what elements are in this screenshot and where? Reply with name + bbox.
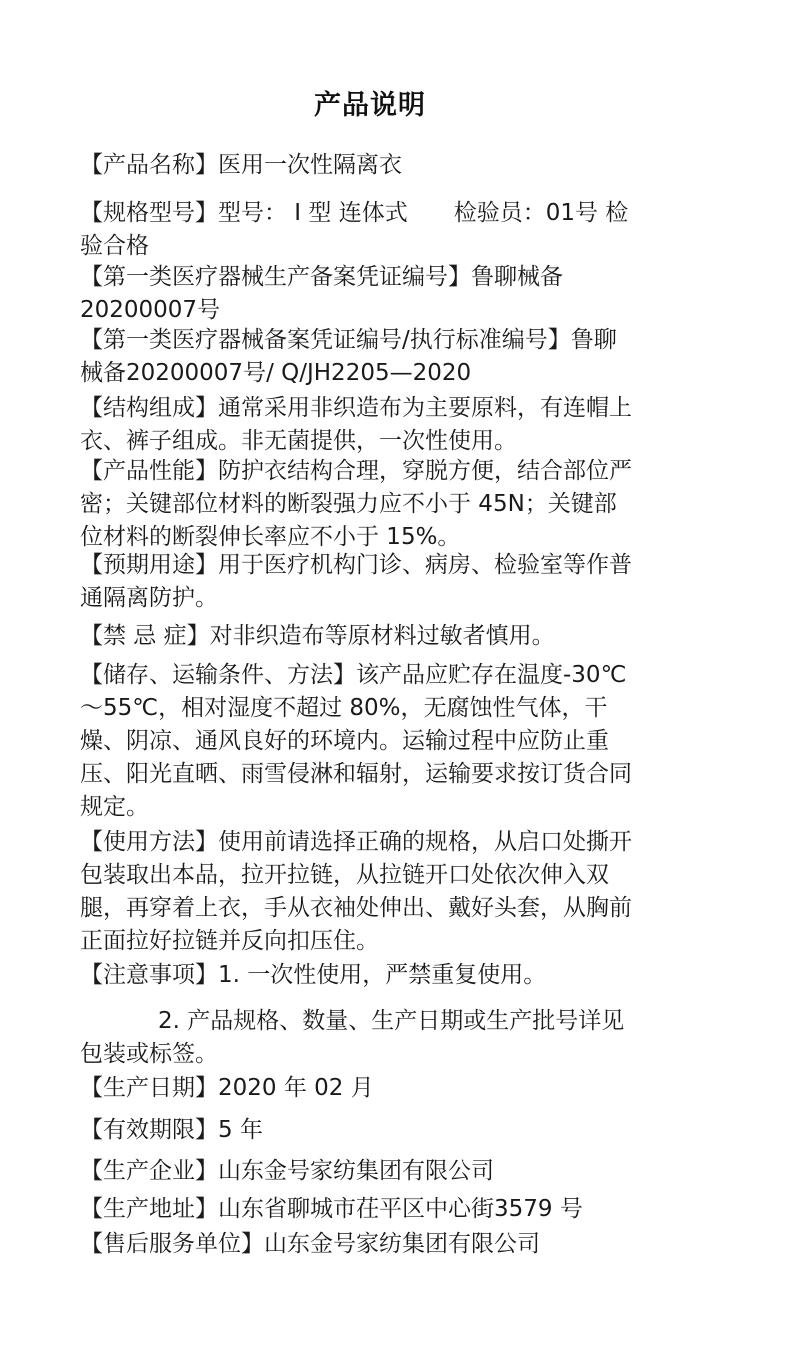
- entry-line: 【规格型号】型号： I 型 连体式 检验员：01号 检: [80, 200, 629, 226]
- entry-line: 2. 产品规格、数量、生产日期或生产批号详见: [158, 1008, 625, 1034]
- entry-line: 【售后服务单位】山东金号家纺集团有限公司: [80, 1231, 540, 1257]
- entry-production-address: [80, 1193, 720, 1226]
- entry-manufacturer: [80, 1155, 720, 1188]
- entry-structure: [80, 392, 720, 458]
- entry-after-sales-service: [80, 1228, 720, 1261]
- entry-production-date: [80, 1072, 720, 1105]
- entry-line: 【储存、运输条件、方法】该产品应贮存在温度-30℃: [80, 662, 627, 688]
- entry-line: 【生产企业】山东金号家纺集团有限公司: [80, 1158, 494, 1184]
- entry-line: 包装或标签。: [80, 1041, 218, 1067]
- entry-intended-use: [80, 549, 720, 615]
- entry-line: 包装取出本品，拉开拉链，从拉链开口处依次伸入双: [80, 862, 609, 888]
- entry-line: 腿，再穿着上衣，手从衣袖处伸出、戴好头套，从胸前: [80, 895, 632, 921]
- entry-filing-standard-number: [80, 324, 720, 390]
- entry-line: 【结构组成】通常采用非织造布为主要原料，有连帽上: [80, 395, 632, 421]
- entry-line: 【产品名称】医用一次性隔离衣: [80, 152, 402, 178]
- entry-validity-period: [80, 1114, 720, 1147]
- entry-line: 密；关键部位材料的断裂强力应不小于 45N；关键部: [80, 491, 617, 517]
- entry-line: 【禁 忌 症】对非织造布等原材料过敏者慎用。: [80, 623, 555, 649]
- entry-line: 【生产日期】2020 年 02 月: [80, 1075, 374, 1101]
- entry-line: 规定。: [80, 794, 149, 820]
- entry-line: 械备20200007号/ Q/JH2205—2020: [80, 360, 472, 386]
- entry-production-filing-number: [80, 261, 720, 327]
- entry-specification-model: [80, 197, 720, 263]
- entry-line: 【生产地址】山东省聊城市茌平区中心街3579 号: [80, 1196, 583, 1222]
- entry-precautions-continued: [80, 1005, 720, 1071]
- entry-line: 【产品性能】防护衣结构合理，穿脱方便，结合部位严: [80, 458, 632, 484]
- entry-line: 衣、裤子组成。非无菌提供，一次性使用。: [80, 428, 517, 454]
- entry-line: 【有效期限】5 年: [80, 1117, 263, 1143]
- entry-product-name: [80, 149, 720, 182]
- entry-line: 通隔离防护。: [80, 585, 218, 611]
- document-title: 产品说明: [314, 90, 426, 121]
- entry-line: 【预期用途】用于医疗机构门诊、病房、检验室等作普: [80, 552, 632, 578]
- entry-storage-transport: [80, 659, 720, 824]
- entry-line: ～55℃，相对湿度不超过 80%，无腐蚀性气体，干: [80, 695, 608, 721]
- entry-line: 【注意事项】1. 一次性使用，严禁重复使用。: [80, 962, 547, 988]
- entry-line: 正面拉好拉链并反向扣压住。: [80, 928, 379, 954]
- entry-line: 【使用方法】使用前请选择正确的规格，从启口处撕开: [80, 829, 632, 855]
- entry-line: 压、阳光直晒、雨雪侵淋和辐射，运输要求按订货合同: [80, 761, 632, 787]
- entry-performance: [80, 455, 720, 554]
- entry-line: 燥、阴凉、通风良好的环境内。运输过程中应防止重: [80, 728, 609, 754]
- entry-line: 【第一类医疗器械生产备案凭证编号】鲁聊械备: [80, 264, 563, 290]
- entry-line: 【第一类医疗器械备案凭证编号/执行标准编号】鲁聊: [80, 327, 617, 353]
- entry-precautions: [80, 959, 720, 992]
- entry-usage-method: [80, 826, 720, 958]
- entry-line: 位材料的断裂伸长率应不小于 15%。: [80, 524, 461, 550]
- entry-line: 20200007号: [80, 297, 221, 323]
- entry-contraindications: [80, 620, 720, 653]
- entry-line: 验合格: [80, 233, 149, 259]
